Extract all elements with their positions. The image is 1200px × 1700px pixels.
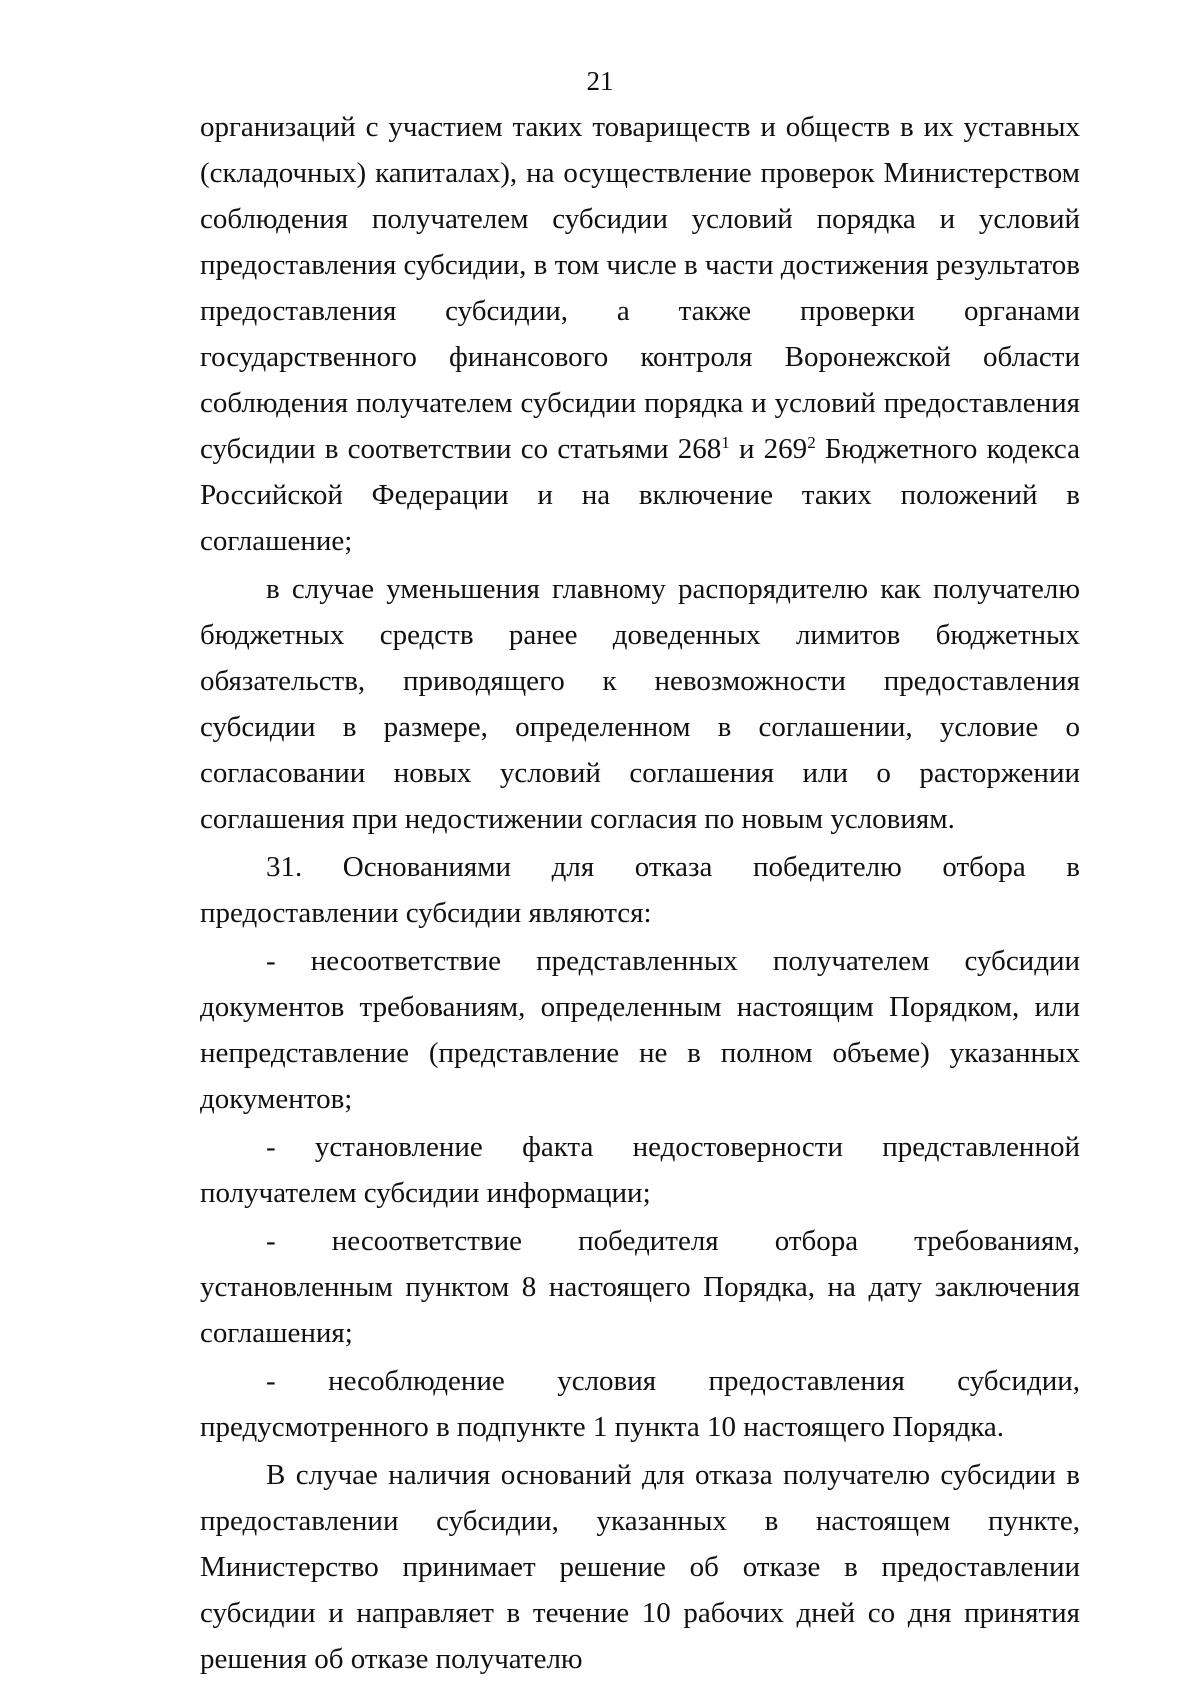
paragraph-1-mid: и 269: [729, 433, 808, 465]
superscript-1: 1: [721, 433, 730, 452]
paragraph-1-tail: Бюджетного кодекса Российской Федерации и на включение таких положений в соглашение;: [200, 433, 1080, 557]
paragraph-1: [200, 104, 1080, 564]
superscript-2: 2: [807, 433, 816, 452]
list-item-3: - несоответствие победителя отбора требованиям, установленным пунктом 8 настоящего Порядка, на дату заключения соглашения;: [200, 1225, 1080, 1349]
list-item-4: - несоблюдение условия предоставления субсидии, предусмотренного в подпункте 1 пункта 10 настоящего Порядка.: [200, 1365, 1080, 1443]
paragraph-4: В случае наличия оснований для отказа получателю субсидии в предоставлении субсидии, указанных в настоящем пункте, Министерство принимает решение об отказе в предоставлении субсидии и направляет в течение 10 рабочих дней со дня принятия решения об отказе получателю: [200, 1459, 1080, 1675]
paragraph-2: в случае уменьшения главному распорядителю как получателю бюджетных средств ранее доведенных лимитов бюджетных обязательств, приводящего к невозможности предоставления субсидии в размере, определенном в соглашении, условие о согласовании новых условий соглашения или о расторжении соглашения при недостижении согласия по новым условиям.: [200, 573, 1080, 835]
document-body: [200, 104, 1080, 1684]
list-item-1: - несоответствие представленных получателем субсидии документов требованиям, определенным настоящим Порядком, или непредставление (представление не в полном объеме) указанных документов;: [200, 945, 1080, 1115]
list-item-2: - установление факта недостоверности представленной получателем субсидии информации;: [200, 1131, 1080, 1209]
paragraph-3: 31. Основаниями для отказа победителю отбора в предоставлении субсидии являются:: [200, 851, 1080, 929]
paragraph-1-text: организаций с участием таких товариществ и обществ в их уставных (складочных) капиталах), на осуществление проверок Министерством соблюдения получателем субсидии условий порядка и условий предоставления субсидии, в том числе в части достижения результатов предоставления субсидии, а также проверки органами государственного финансового контроля Воронежской области соблюдения получателем субсидии порядка и условий предоставления субсидии в соответствии со статьями 268: [200, 111, 1080, 465]
page-number: 21: [586, 66, 614, 96]
